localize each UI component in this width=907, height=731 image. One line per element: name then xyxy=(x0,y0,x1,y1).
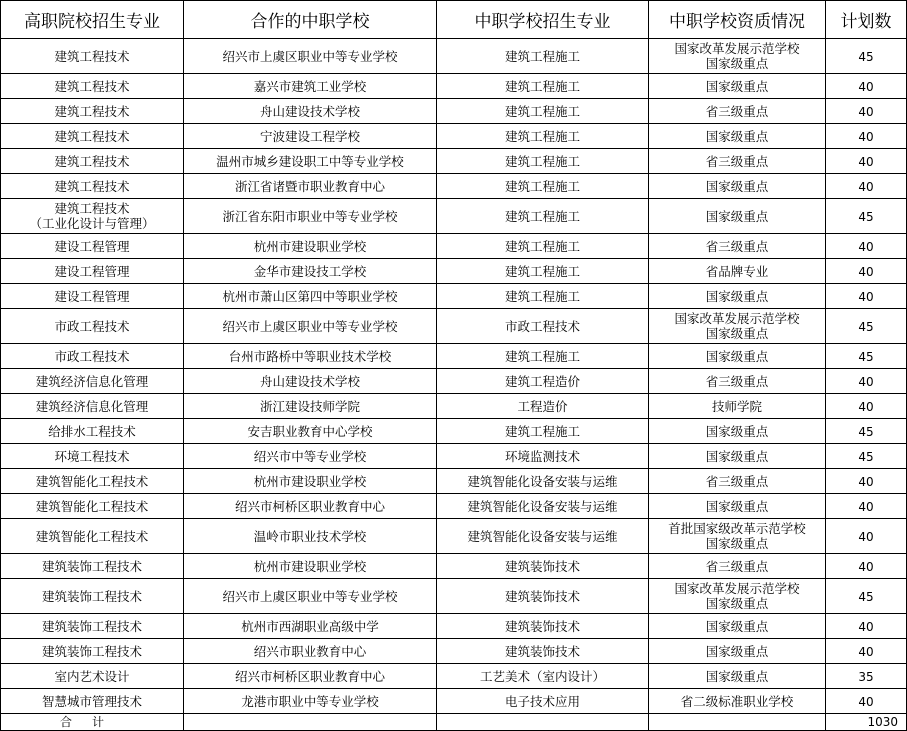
cell-partner-school: 舟山建设技术学校 xyxy=(184,99,437,124)
cell-qualification xyxy=(649,494,826,519)
cell-line: 环境工程技术 xyxy=(54,448,130,464)
cell-line: 省三级重点 xyxy=(705,103,769,119)
cell-line: 国家级重点 xyxy=(705,448,769,464)
total-value: 1030 xyxy=(867,714,898,729)
cell-secondary-major: 建筑工程施工 xyxy=(437,39,649,74)
cell-plan-count: 40 xyxy=(826,614,907,639)
cell-plan-count: 35 xyxy=(826,664,907,689)
cell-partner-school: 安吉职业教育中心学校 xyxy=(184,419,437,444)
cell-vocational-major xyxy=(1,369,184,394)
cell-line: 国家级重点 xyxy=(705,288,769,304)
header-partner-school: 合作的中职学校 xyxy=(184,1,437,39)
header-row xyxy=(1,1,907,39)
cell-plan-count: 40 xyxy=(826,149,907,174)
cell-partner-school: 绍兴市中等专业学校 xyxy=(184,444,437,469)
cell-partner-school: 嘉兴市建筑工业学校 xyxy=(184,74,437,99)
cell-vocational-major xyxy=(1,284,184,309)
cell-vocational-major xyxy=(1,234,184,259)
cell-plan-count: 40 xyxy=(826,469,907,494)
table-row xyxy=(1,614,907,639)
cell-line: 国家级重点 xyxy=(705,56,769,71)
cell-vocational-major xyxy=(1,689,184,714)
cell-plan-count: 40 xyxy=(826,554,907,579)
cell-secondary-major: 建筑工程施工 xyxy=(437,344,649,369)
table-row xyxy=(1,74,907,99)
cell-plan-count: 40 xyxy=(826,234,907,259)
cell-vocational-major xyxy=(1,344,184,369)
cell-line: 省三级重点 xyxy=(705,558,769,574)
table-body xyxy=(1,39,907,731)
cell-vocational-major xyxy=(1,664,184,689)
cell-plan-count: 45 xyxy=(826,39,907,74)
cell-vocational-major xyxy=(1,444,184,469)
cell-line: 建筑工程技术 xyxy=(54,178,130,194)
cell-plan-count: 45 xyxy=(826,309,907,344)
total-label-cell xyxy=(1,714,184,731)
cell-vocational-major xyxy=(1,199,184,234)
cell-qualification xyxy=(649,419,826,444)
cell-qualification xyxy=(649,309,826,344)
table-row xyxy=(1,494,907,519)
cell-secondary-major: 建筑智能化设备安装与运维 xyxy=(437,519,649,554)
table-row xyxy=(1,419,907,444)
total-empty-cell xyxy=(649,714,826,731)
table-row xyxy=(1,639,907,664)
cell-secondary-major: 建筑装饰技术 xyxy=(437,579,649,614)
header-vocational-major: 高职院校招生专业 xyxy=(1,1,184,39)
cell-partner-school: 浙江省诸暨市职业教育中心 xyxy=(184,174,437,199)
table-row xyxy=(1,99,907,124)
cell-qualification xyxy=(649,369,826,394)
cell-plan-count: 40 xyxy=(826,519,907,554)
cell-secondary-major: 建筑工程施工 xyxy=(437,174,649,199)
cell-vocational-major xyxy=(1,74,184,99)
cell-line: 建设工程管理 xyxy=(54,263,130,279)
cell-qualification xyxy=(649,664,826,689)
table-row xyxy=(1,579,907,614)
cell-line: 建筑智能化工程技术 xyxy=(35,498,149,514)
cell-qualification xyxy=(649,469,826,494)
table-row xyxy=(1,369,907,394)
cell-partner-school: 绍兴市职业教育中心 xyxy=(184,639,437,664)
cell-line: 省二级标准职业学校 xyxy=(680,693,794,709)
cell-qualification xyxy=(649,234,826,259)
cell-secondary-major: 电子技术应用 xyxy=(437,689,649,714)
cell-line: 市政工程技术 xyxy=(54,318,130,334)
total-row xyxy=(1,714,907,731)
cell-plan-count: 40 xyxy=(826,639,907,664)
cell-vocational-major xyxy=(1,259,184,284)
cell-vocational-major xyxy=(1,614,184,639)
cell-qualification xyxy=(649,259,826,284)
cell-line: 国家级重点 xyxy=(705,78,769,94)
table-row xyxy=(1,124,907,149)
cell-qualification xyxy=(649,519,826,554)
cell-qualification xyxy=(649,344,826,369)
table-row xyxy=(1,664,907,689)
cell-secondary-major: 建筑工程施工 xyxy=(437,124,649,149)
table-row xyxy=(1,199,907,234)
cell-partner-school: 浙江建设技师学院 xyxy=(184,394,437,419)
cell-secondary-major: 环境监测技术 xyxy=(437,444,649,469)
cell-line: 国家级重点 xyxy=(705,643,769,659)
cell-plan-count: 40 xyxy=(826,174,907,199)
table-row xyxy=(1,259,907,284)
cell-secondary-major: 建筑装饰技术 xyxy=(437,554,649,579)
cell-qualification xyxy=(649,444,826,469)
table-row xyxy=(1,309,907,344)
total-empty-cell xyxy=(437,714,649,731)
cell-secondary-major: 建筑工程施工 xyxy=(437,284,649,309)
cell-vocational-major xyxy=(1,174,184,199)
cell-partner-school: 绍兴市上虞区职业中等专业学校 xyxy=(184,309,437,344)
cell-line: 国家级重点 xyxy=(705,618,769,634)
cell-vocational-major xyxy=(1,99,184,124)
cell-secondary-major: 建筑装饰技术 xyxy=(437,639,649,664)
cell-line: 国家级重点 xyxy=(705,423,769,439)
cell-vocational-major xyxy=(1,519,184,554)
cell-qualification xyxy=(649,284,826,309)
cell-qualification xyxy=(649,149,826,174)
cell-plan-count: 45 xyxy=(826,199,907,234)
cell-vocational-major xyxy=(1,579,184,614)
cell-line: 建筑智能化工程技术 xyxy=(35,473,149,489)
cell-line: 建设工程管理 xyxy=(54,238,130,254)
table-row xyxy=(1,149,907,174)
cell-line: 建筑装饰工程技术 xyxy=(41,618,142,634)
cell-plan-count: 40 xyxy=(826,259,907,284)
cell-line: 省三级重点 xyxy=(705,473,769,489)
cell-line: 省三级重点 xyxy=(705,238,769,254)
header-qualification: 中职学校资质情况 xyxy=(649,1,826,39)
cell-vocational-major xyxy=(1,39,184,74)
cell-line: 建筑装饰工程技术 xyxy=(41,643,142,659)
cell-line: 技师学院 xyxy=(711,398,762,414)
cell-line: 建筑工程技术 xyxy=(54,78,130,94)
cell-partner-school: 杭州市建设职业学校 xyxy=(184,234,437,259)
cell-vocational-major xyxy=(1,469,184,494)
cell-line: 国家改革发展示范学校 xyxy=(674,311,800,326)
cell-vocational-major xyxy=(1,124,184,149)
table-row xyxy=(1,469,907,494)
cell-secondary-major: 工艺美术（室内设计） xyxy=(437,664,649,689)
cell-line: 国家级重点 xyxy=(705,536,769,551)
cell-partner-school: 龙港市职业中等专业学校 xyxy=(184,689,437,714)
cell-line: 建筑工程技术 xyxy=(54,103,130,119)
cell-partner-school: 宁波建设工程学校 xyxy=(184,124,437,149)
cell-line: 首批国家级改革示范学校 xyxy=(668,521,806,536)
cell-plan-count: 45 xyxy=(826,444,907,469)
cell-line: 智慧城市管理技术 xyxy=(41,693,142,709)
cell-secondary-major: 建筑工程施工 xyxy=(437,74,649,99)
cell-line: 国家级重点 xyxy=(705,668,769,684)
cell-partner-school: 温岭市职业技术学校 xyxy=(184,519,437,554)
cell-qualification xyxy=(649,554,826,579)
cell-secondary-major: 建筑工程施工 xyxy=(437,259,649,284)
cell-partner-school: 绍兴市柯桥区职业教育中心 xyxy=(184,494,437,519)
cell-line: 国家级重点 xyxy=(705,178,769,194)
cell-partner-school: 杭州市建设职业学校 xyxy=(184,469,437,494)
cell-plan-count: 40 xyxy=(826,124,907,149)
total-value-cell xyxy=(826,714,907,731)
cell-line: 建筑装饰工程技术 xyxy=(41,588,142,604)
cell-line: 室内艺术设计 xyxy=(54,668,130,684)
cell-secondary-major: 建筑工程施工 xyxy=(437,99,649,124)
cell-secondary-major: 建筑工程造价 xyxy=(437,369,649,394)
cell-line: 国家改革发展示范学校 xyxy=(674,41,800,56)
cell-partner-school: 舟山建设技术学校 xyxy=(184,369,437,394)
cell-secondary-major: 建筑智能化设备安装与运维 xyxy=(437,494,649,519)
cell-qualification xyxy=(649,39,826,74)
cell-vocational-major xyxy=(1,149,184,174)
table-row xyxy=(1,344,907,369)
table-row xyxy=(1,174,907,199)
cell-line: 国家级重点 xyxy=(705,326,769,341)
cell-secondary-major: 建筑工程施工 xyxy=(437,149,649,174)
cell-line: 国家级重点 xyxy=(705,348,769,364)
cell-vocational-major xyxy=(1,554,184,579)
cell-line: 国家改革发展示范学校 xyxy=(674,581,800,596)
table-row xyxy=(1,689,907,714)
cell-plan-count: 40 xyxy=(826,74,907,99)
cell-partner-school: 浙江省东阳市职业中等专业学校 xyxy=(184,199,437,234)
cell-partner-school: 金华市建设技工学校 xyxy=(184,259,437,284)
cell-secondary-major: 建筑工程施工 xyxy=(437,199,649,234)
cell-qualification xyxy=(649,689,826,714)
cell-vocational-major xyxy=(1,639,184,664)
cell-line: 省三级重点 xyxy=(705,373,769,389)
cell-line: 市政工程技术 xyxy=(54,348,130,364)
cell-plan-count: 40 xyxy=(826,284,907,309)
cell-line: 给排水工程技术 xyxy=(48,423,136,439)
table-row xyxy=(1,554,907,579)
cell-vocational-major xyxy=(1,419,184,444)
cell-vocational-major xyxy=(1,494,184,519)
cell-qualification xyxy=(649,639,826,664)
cell-qualification xyxy=(649,394,826,419)
cell-secondary-major: 建筑智能化设备安装与运维 xyxy=(437,469,649,494)
cell-line: 省品牌专业 xyxy=(705,263,769,279)
cell-line: 建筑经济信息化管理 xyxy=(35,398,149,414)
cell-plan-count: 45 xyxy=(826,344,907,369)
cell-secondary-major: 建筑工程施工 xyxy=(437,419,649,444)
cell-line: 省三级重点 xyxy=(705,153,769,169)
total-label: 合计 xyxy=(59,714,124,729)
cell-secondary-major: 市政工程技术 xyxy=(437,309,649,344)
cell-line: 建筑经济信息化管理 xyxy=(35,373,149,389)
cell-secondary-major: 建筑工程施工 xyxy=(437,234,649,259)
cell-line: （工业化设计与管理） xyxy=(29,216,155,231)
cell-partner-school: 杭州市萧山区第四中等职业学校 xyxy=(184,284,437,309)
cell-qualification xyxy=(649,124,826,149)
cell-line: 建筑工程技术 xyxy=(54,128,130,144)
cell-line: 国家级重点 xyxy=(705,596,769,611)
table-row xyxy=(1,284,907,309)
header-plan-count: 计划数 xyxy=(826,1,907,39)
cell-qualification xyxy=(649,74,826,99)
cell-line: 建筑工程技术 xyxy=(54,201,130,216)
cell-plan-count: 45 xyxy=(826,579,907,614)
table-row xyxy=(1,519,907,554)
cell-qualification xyxy=(649,174,826,199)
cell-partner-school: 温州市城乡建设职工中等专业学校 xyxy=(184,149,437,174)
cell-partner-school: 绍兴市柯桥区职业教育中心 xyxy=(184,664,437,689)
cell-plan-count: 40 xyxy=(826,99,907,124)
cell-vocational-major xyxy=(1,394,184,419)
cell-plan-count: 40 xyxy=(826,689,907,714)
table-row xyxy=(1,394,907,419)
cell-line: 国家级重点 xyxy=(705,208,769,224)
cell-line: 国家级重点 xyxy=(705,128,769,144)
cell-secondary-major: 建筑装饰技术 xyxy=(437,614,649,639)
cell-partner-school: 绍兴市上虞区职业中等专业学校 xyxy=(184,579,437,614)
cell-line: 建筑工程技术 xyxy=(54,153,130,169)
cell-line: 建筑装饰工程技术 xyxy=(41,558,142,574)
cell-line: 建筑工程技术 xyxy=(54,48,130,64)
cell-qualification xyxy=(649,199,826,234)
table-row xyxy=(1,444,907,469)
cell-plan-count: 40 xyxy=(826,369,907,394)
cell-secondary-major: 工程造价 xyxy=(437,394,649,419)
cell-partner-school: 杭州市建设职业学校 xyxy=(184,554,437,579)
cell-qualification xyxy=(649,99,826,124)
cell-qualification xyxy=(649,579,826,614)
cell-plan-count: 40 xyxy=(826,494,907,519)
cell-qualification xyxy=(649,614,826,639)
cell-vocational-major xyxy=(1,309,184,344)
cell-plan-count: 45 xyxy=(826,419,907,444)
cell-line: 建设工程管理 xyxy=(54,288,130,304)
total-empty-cell xyxy=(184,714,437,731)
header-secondary-major: 中职学校招生专业 xyxy=(437,1,649,39)
cell-partner-school: 台州市路桥中等职业技术学校 xyxy=(184,344,437,369)
cell-partner-school: 绍兴市上虞区职业中等专业学校 xyxy=(184,39,437,74)
table-row xyxy=(1,39,907,74)
cell-plan-count: 40 xyxy=(826,394,907,419)
cell-line: 国家级重点 xyxy=(705,498,769,514)
cell-partner-school: 杭州市西湖职业高级中学 xyxy=(184,614,437,639)
cell-line: 建筑智能化工程技术 xyxy=(35,528,149,544)
table-row xyxy=(1,234,907,259)
